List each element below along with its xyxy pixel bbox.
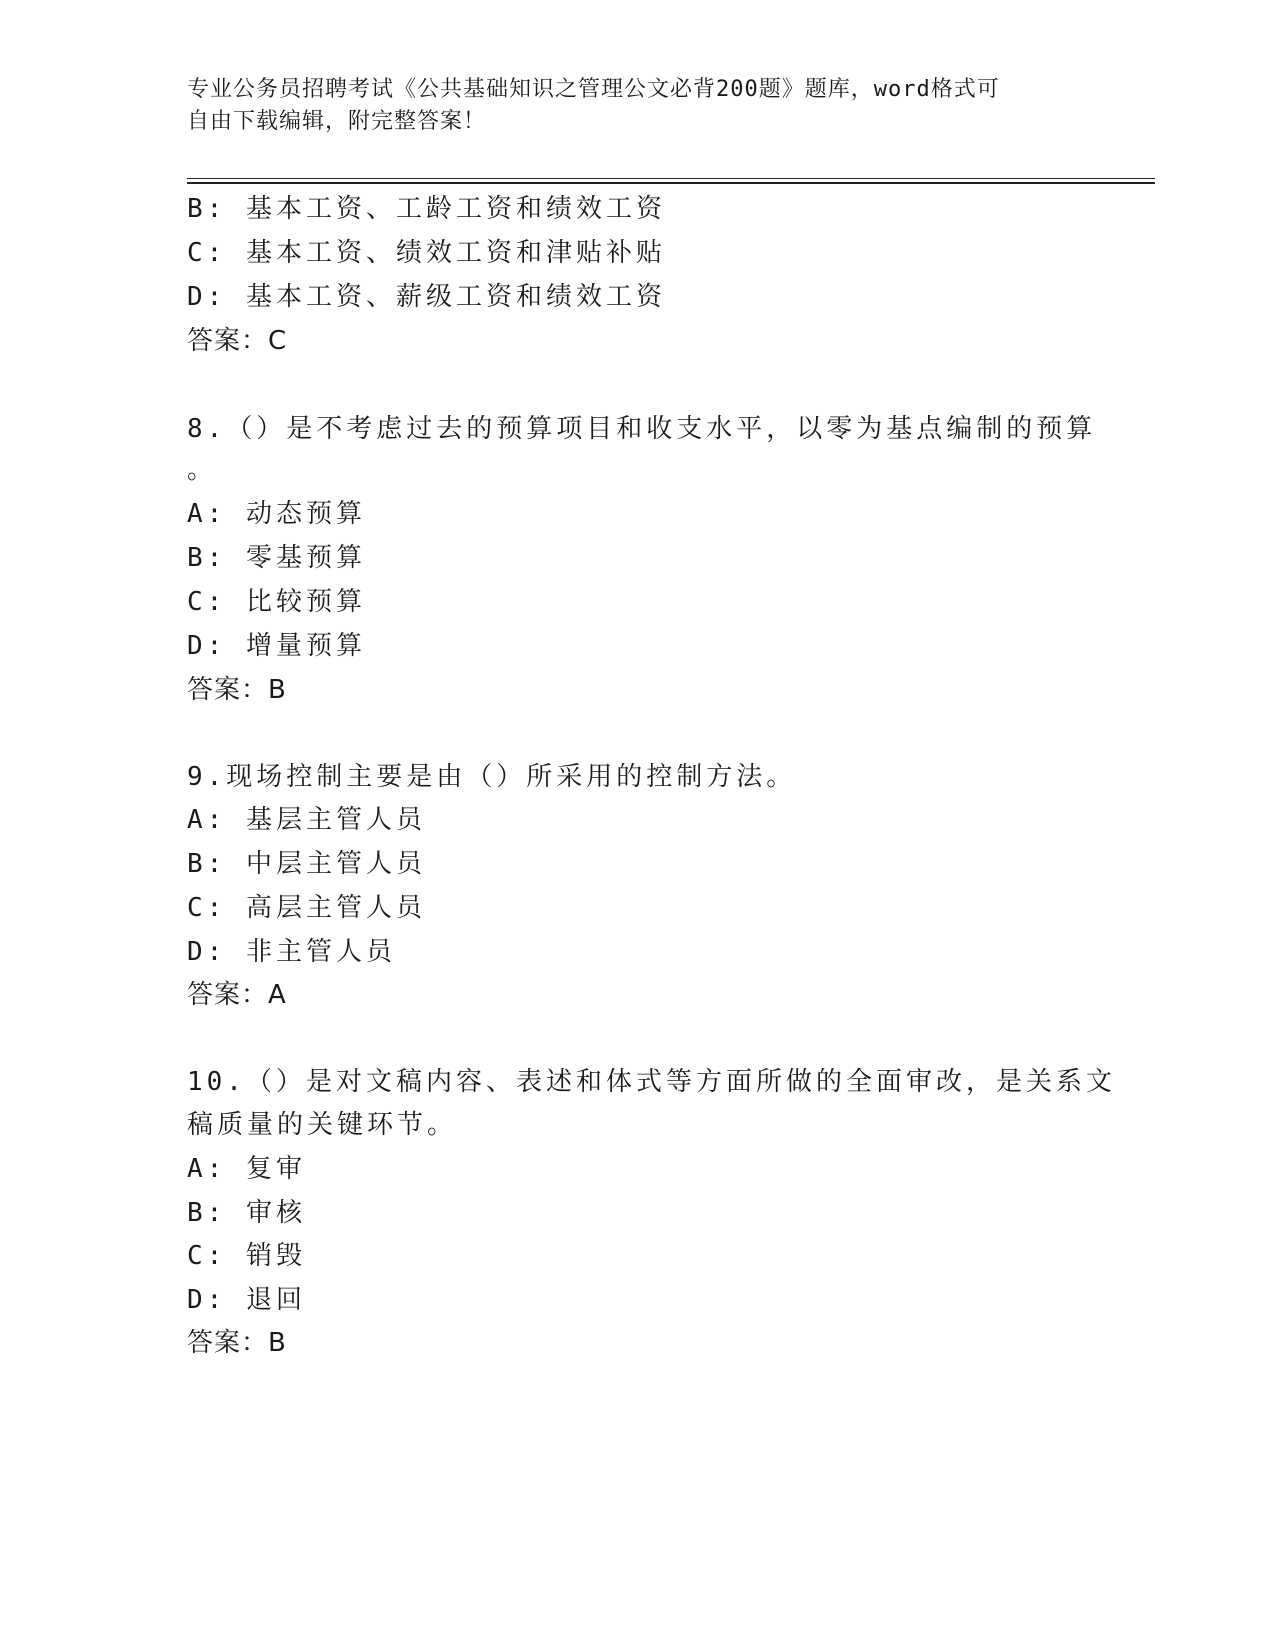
q10-option-c: C: 销毁 xyxy=(187,1241,306,1271)
q9-option-c: C: 高层主管人员 xyxy=(187,893,426,923)
q10-stem-line-1: 10.（）是对文稿内容、表述和体式等方面所做的全面审改，是关系文 xyxy=(187,1067,1116,1097)
q8-stem-line-2: 。 xyxy=(187,455,218,485)
q9-stem-line-1: 9.现场控制主要是由（）所采用的控制方法。 xyxy=(187,762,797,792)
q7-answer: 答案：C xyxy=(187,326,288,356)
q8-answer: 答案：B xyxy=(187,675,287,705)
q10-answer: 答案：B xyxy=(187,1328,287,1358)
q10-option-b: B: 审核 xyxy=(187,1198,306,1228)
q8-option-c: C: 比较预算 xyxy=(187,587,366,617)
q8-option-d: D: 增量预算 xyxy=(187,631,366,661)
header-divider-thick xyxy=(187,182,1155,184)
header-divider-thin xyxy=(187,178,1155,179)
header-line-1: 专业公务员招聘考试《公共基础知识之管理公文必背200题》题库，word格式可 xyxy=(187,77,1000,102)
q10-option-d: D: 退回 xyxy=(187,1285,306,1315)
document-header xyxy=(187,74,1067,138)
q7-option-b: B: 基本工资、工龄工资和绩效工资 xyxy=(187,194,666,224)
q9-answer: 答案：A xyxy=(187,980,287,1010)
header-line-2: 自由下载编辑，附完整答案！ xyxy=(187,109,487,134)
q10-stem-line-2: 稿质量的关键环节。 xyxy=(187,1110,458,1140)
q8-stem-line-1: 8.（）是不考虑过去的预算项目和收支水平，以零为基点编制的预算 xyxy=(187,414,1097,444)
q8-option-b: B: 零基预算 xyxy=(187,543,366,573)
q7-option-c: C: 基本工资、绩效工资和津贴补贴 xyxy=(187,238,666,268)
q7-option-d: D: 基本工资、薪级工资和绩效工资 xyxy=(187,282,666,312)
q8-option-a: A: 动态预算 xyxy=(187,499,366,529)
q9-option-a: A: 基层主管人员 xyxy=(187,805,426,835)
q9-option-d: D: 非主管人员 xyxy=(187,937,396,967)
q9-option-b: B: 中层主管人员 xyxy=(187,849,426,879)
q10-option-a: A: 复审 xyxy=(187,1154,306,1184)
